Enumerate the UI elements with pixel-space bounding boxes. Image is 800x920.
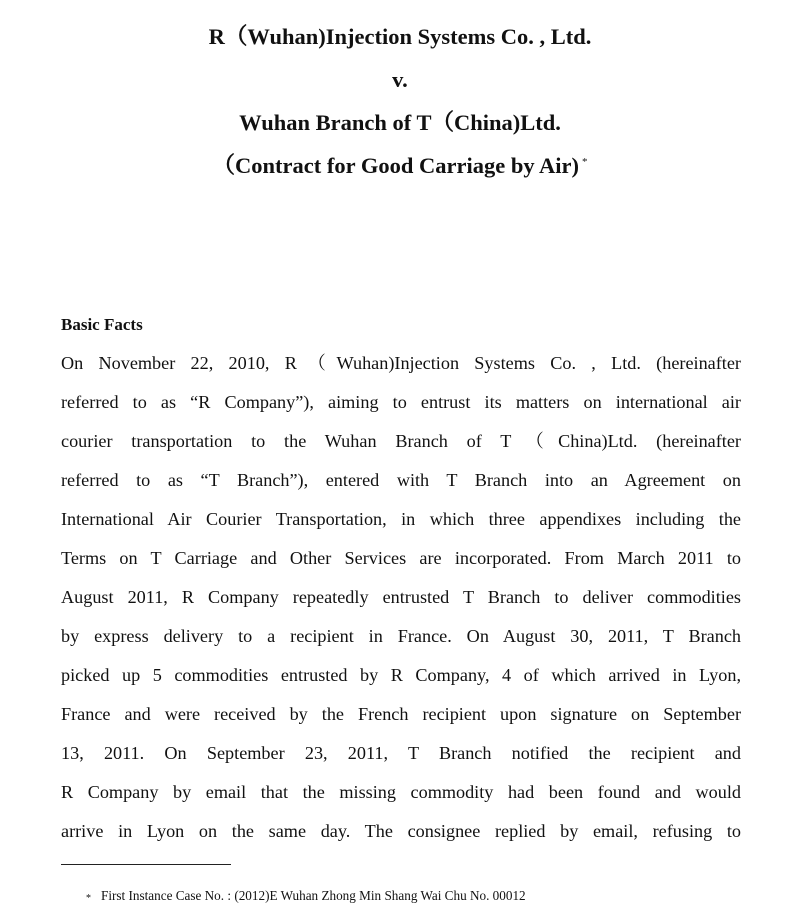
paragraph-line: August 2011, R Company repeatedly entrusted T Branch to deliver commodities bbox=[61, 587, 741, 607]
footnote-divider bbox=[61, 864, 231, 865]
paragraph-line: by express delivery to a recipient in France. On August 30, 2011, T Branch bbox=[61, 626, 741, 646]
body-paragraph bbox=[61, 344, 741, 851]
paragraph-line: courier transportation to the Wuhan Branch of T（China)Ltd. (hereinafter bbox=[61, 431, 741, 451]
paragraph-line: referred to as “T Branch”), entered with T Branch into an Agreement on bbox=[61, 470, 741, 490]
paragraph-line: referred to as “R Company”), aiming to entrust its matters on international air bbox=[61, 392, 741, 412]
footnote-mark: * bbox=[86, 893, 91, 904]
paragraph-line: International Air Courier Transportation, in which three appendixes including the bbox=[61, 509, 741, 529]
paragraph-line: R Company by email that the missing commodity had been found and would bbox=[61, 782, 741, 802]
title-case-type-text: （Contract for Good Carriage by Air) bbox=[212, 153, 579, 178]
paragraph-line: arrive in Lyon on the same day. The consignee replied by email, refusing to bbox=[61, 821, 741, 841]
title-versus: v. bbox=[392, 67, 408, 92]
section-heading: Basic Facts bbox=[61, 315, 143, 334]
paragraph-line: 13, 2011. On September 23, 2011, T Branch notified the recipient and bbox=[61, 743, 741, 763]
paragraph-line: picked up 5 commodities entrusted by R Company, 4 of which arrived in Lyon, bbox=[61, 665, 741, 685]
title-defendant: Wuhan Branch of T（China)Ltd. bbox=[239, 110, 561, 135]
footnote-reference-mark: * bbox=[581, 155, 588, 168]
paragraph-line: On November 22, 2010, R（Wuhan)Injection Systems Co. , Ltd. (hereinafter bbox=[61, 353, 741, 373]
case-title bbox=[0, 20, 800, 192]
footnote bbox=[86, 887, 526, 907]
title-case-type bbox=[0, 149, 800, 192]
title-plaintiff: R（Wuhan)Injection Systems Co. , Ltd. bbox=[208, 24, 592, 49]
footnote-text: First Instance Case No. : (2012)E Wuhan Zhong Min Shang Wai Chu No. 00012 bbox=[101, 888, 526, 903]
paragraph-line: Terms on T Carriage and Other Services are incorporated. From March 2011 to bbox=[61, 548, 741, 568]
paragraph-line: France and were received by the French recipient upon signature on September bbox=[61, 704, 741, 724]
